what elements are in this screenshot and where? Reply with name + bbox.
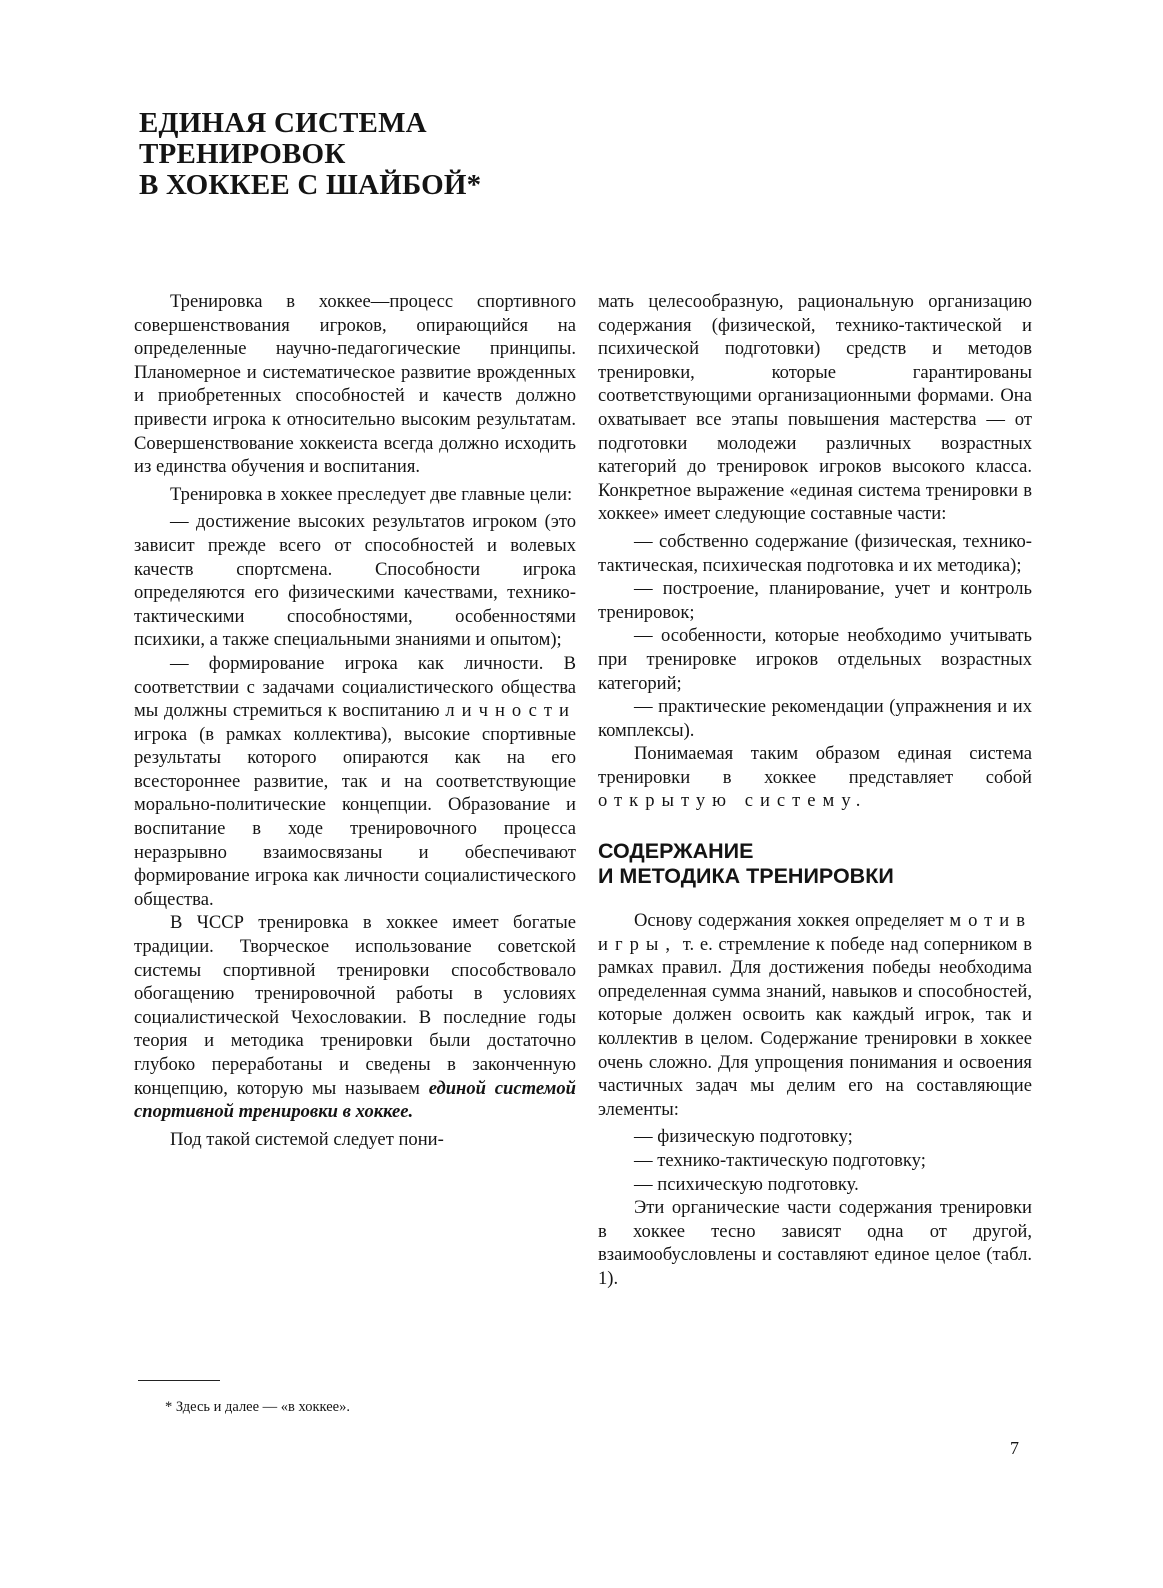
list-item: — построение, планирование, учет и контроль тренировок; [598, 578, 1032, 623]
emphasis-italic: единой системой спортивной тренировки в хоккее. [134, 1077, 576, 1123]
footnote: * Здесь и далее — «в хоккее». [165, 1399, 350, 1415]
list-item: — психическую подготовку. [634, 1173, 859, 1195]
paragraph: Под такой системой следует пони- [170, 1128, 444, 1150]
paragraph: мать целесообразную, рациональную организацию содержания (физической, технико-тактической и психической подготовки) средств и методов тренировки, которые гарантированы соответствующими организационными формами. Она охватывает все этапы повышения мастерства — от подготовки молодежи различных возрастных категорий до тренировок игроков высокого класса. Конкретное выражение «единая система тренировки в хоккее» имеет следующие составные части: [598, 291, 1032, 525]
section-heading-line-1: СОДЕРЖАНИЕ [598, 839, 754, 864]
text-fragment: — формирование игрока как личности. В соответствии с задачами социалистического общества мы должны стремиться к воспитанию [134, 652, 576, 722]
list-item: — физическую подготовку; [634, 1126, 853, 1148]
section-heading [598, 839, 1032, 889]
paragraph [134, 911, 576, 1123]
list-item: — практические рекомендации (упражнения и их комплексы). [598, 696, 1032, 741]
right-column [598, 290, 1032, 1295]
paragraph [598, 909, 1032, 1121]
left-column [134, 290, 576, 1155]
list-item [134, 652, 576, 912]
emphasis-spaced: мотив игры, [598, 910, 1032, 955]
emphasis-spaced: открытую систему. [598, 790, 868, 812]
list-item: — собственно содержание (физическая, технико-тактическая, психическая подготовка и их методика); [598, 530, 1032, 576]
paragraph [598, 742, 1032, 813]
article-title [139, 108, 481, 201]
text-fragment: игрока (в рамках коллектива), высокие спортивные результаты которого опираются как на его всестороннее развитие, так и на соответствующие морально-политические концепции. Образование и воспитание в ходе тренировочного процесса неразрывно взаимосвязаны и обеспечивают формирование игрока как личности социалистического общества. [134, 723, 576, 910]
title-line-3: В ХОККЕЕ С ШАЙБОЙ* [139, 169, 482, 201]
text-fragment: В ЧССР тренировка в хоккее имеет богатые традиции. Творческое использование советской системы спортивной тренировки способствовало обогащению тренировочной работы в условиях социалистической Чехословакии. В последние годы теория и методика тренировки были достаточно глубоко переработаны и сведены в законченную концепцию, которую мы называем [134, 912, 576, 1099]
paragraph: Тренировка в хоккее преследует две главные цели: [170, 483, 573, 505]
text-fragment: т. е. стремление к победе над соперником в рамках правил. Для достижения победы необходима определенная сумма знаний, навыков и способностей, которые должен освоить как каждый игрок, так и коллектив в целом. Содержание тренировки в хоккее очень сложно. Для упрощения понимания и освоения частичных задач мы делим его на составляющие элементы: [598, 933, 1032, 1120]
emphasis-spaced: личности [445, 700, 576, 722]
section-heading-line-2: И МЕТОДИКА ТРЕНИРОВКИ [598, 864, 894, 889]
list-item: — технико-тактическую подготовку; [634, 1150, 926, 1171]
list-item: — достижение высоких результатов игроком (это зависит прежде всего от способностей и волевых качеств спортсмена. Способности игрока определяются его физическими качествами, технико-тактическими способностями, особенностями психики, а также специальными знаниями и опытом); [134, 511, 576, 651]
paragraph: Тренировка в хоккее—процесс спортивного совершенствования игроков, опирающийся на определенные научно-педагогические принципы. Планомерное и систематическое развитие врожденных и приобретенных способностей и качеств должно привести игрока к относительно высоким результатам. Совершенствование хоккеиста всегда должно исходить из единства обучения и воспитания. [134, 291, 576, 478]
text-fragment: Основу содержания хоккея определяет [634, 910, 944, 932]
title-line-1: ЕДИНАЯ СИСТЕМА [139, 107, 427, 139]
title-line-2: ТРЕНИРОВОК [139, 138, 346, 170]
text-fragment: Понимаемая таким образом единая система тренировки в хоккее представляет собой [598, 743, 1032, 788]
footnote-rule [138, 1380, 220, 1381]
paragraph: Эти органические части содержания тренировки в хоккее тесно зависят одна от другой, взаимообусловлены и составляют единое целое (табл. 1). [598, 1197, 1032, 1289]
list-item: — особенности, которые необходимо учитывать при тренировке игроков отдельных возрастных категорий; [598, 625, 1032, 694]
page-number: 7 [1010, 1438, 1019, 1458]
